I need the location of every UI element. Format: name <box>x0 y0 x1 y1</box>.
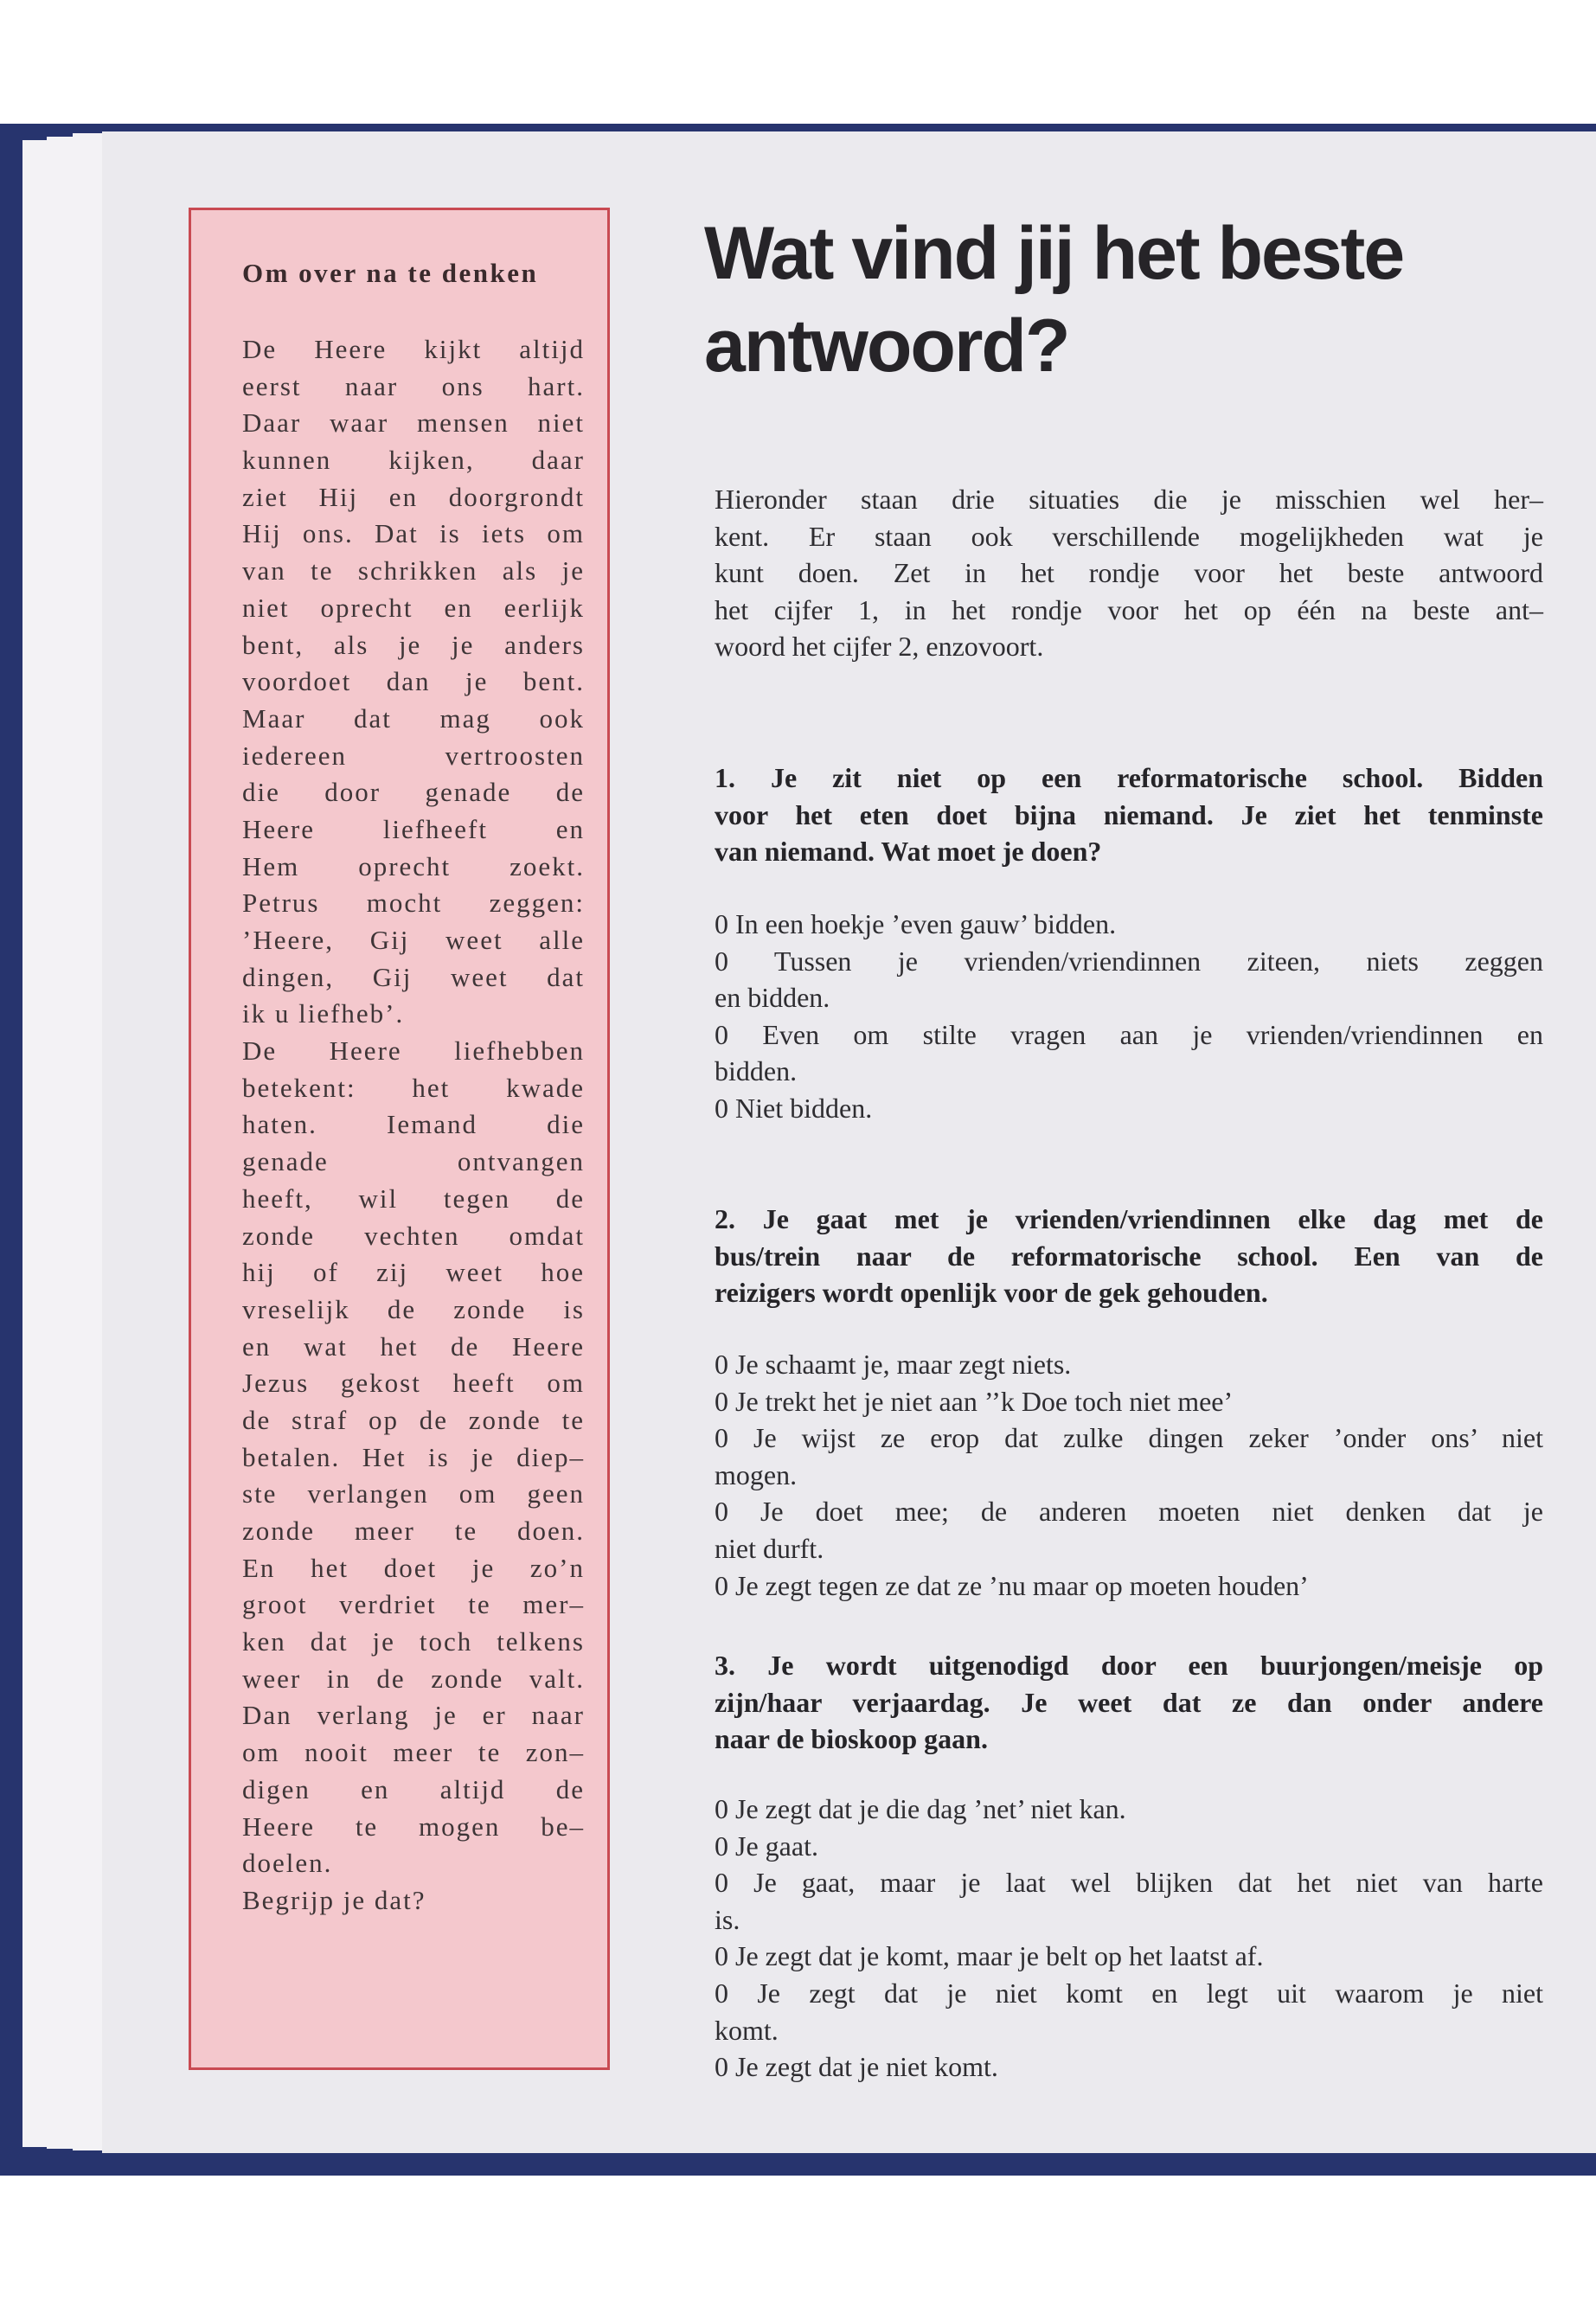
option-line: 0 Je zegt dat je die dag ’net’ niet kan. <box>715 1793 1126 1824</box>
question-line: 1. Je zit niet op een reformatorische school. Bidden <box>715 762 1543 793</box>
answer-option[interactable] <box>715 1864 1543 1938</box>
option-line: 0 In een hoekje ’even gauw’ bidden. <box>715 908 1117 939</box>
question-line: voor het eten doet bijna niemand. Je ziet het tenminste <box>715 798 1543 830</box>
reflection-line: betalen. Het is je diep– <box>242 1441 585 1472</box>
reflection-line: weer in de zonde valt. <box>242 1663 585 1694</box>
reflection-line: genade ontvangen <box>242 1146 585 1177</box>
reflection-line: Petrus mocht zeggen: <box>242 888 585 919</box>
reflection-line: groot verdriet te mer– <box>242 1589 585 1620</box>
option-line: 0 Je zegt dat je niet komt en legt uit waarom je niet <box>715 1977 1543 2009</box>
intro-line: kunt doen. Zet in het rondje voor het beste antwoord <box>715 557 1543 589</box>
option-line: bidden. <box>715 1055 798 1087</box>
option-line: 0 Je zegt dat je niet komt. <box>715 2051 998 2083</box>
answer-option[interactable] <box>715 1828 1543 1865</box>
reflection-heading: Om over na te denken <box>242 258 539 288</box>
reflection-line: zonde vechten omdat <box>242 1220 585 1251</box>
answer-option[interactable] <box>715 1090 1543 1127</box>
reflection-line: Daar waar mensen niet <box>242 407 585 439</box>
answer-option[interactable] <box>715 1938 1543 1975</box>
reflection-line: die door genade de <box>242 777 585 808</box>
option-line: 0 Je schaamt je, maar zegt niets. <box>715 1349 1072 1380</box>
title-line: Wat vind jij het beste <box>704 212 1404 295</box>
reflection-line: niet oprecht en eerlijk <box>242 592 585 623</box>
reflection-line: de straf op de zonde te <box>242 1404 585 1435</box>
question-line: naar de bioskoop gaan. <box>715 1723 988 1755</box>
option-line: niet durft. <box>715 1532 824 1564</box>
answer-option[interactable] <box>715 1975 1543 2048</box>
reflection-line: hij of zij weet hoe <box>242 1257 585 1288</box>
question-line: zijn/haar verjaardag. Je weet dat ze dan onder andere <box>715 1686 1543 1718</box>
reflection-line: En het doet je zo’n <box>242 1552 585 1583</box>
intro-line: Hieronder staan drie situaties die je misschien wel her– <box>715 484 1543 515</box>
reflection-line: Heere te mogen be– <box>242 1811 585 1842</box>
reflection-line: ste verlangen om geen <box>242 1478 585 1509</box>
option-line: 0 Je gaat. <box>715 1830 818 1862</box>
answer-option[interactable] <box>715 1016 1543 1090</box>
intro-line: woord het cijfer 2, enzovoort. <box>715 631 1044 663</box>
option-line: 0 Tussen je vrienden/vriendinnen ziteen, niets zeggen <box>715 945 1543 977</box>
answer-option[interactable] <box>715 906 1543 943</box>
reflection-line: ’Heere, Gij weet alle <box>242 925 585 955</box>
reflection-line: kunnen kijken, daar <box>242 445 585 476</box>
page-title <box>704 208 1403 393</box>
option-line: mogen. <box>715 1458 798 1490</box>
reflection-line: De Heere liefhebben <box>242 1035 585 1067</box>
reflection-line: ziet Hij en doorgrondt <box>242 481 585 512</box>
question-3-options <box>715 1791 1543 2086</box>
reflection-line: Begrijp je dat? <box>242 1884 426 1915</box>
question-3 <box>715 1647 1543 1758</box>
reflection-line: Heere liefheeft en <box>242 813 585 844</box>
reflection-line: iedereen vertroosten <box>242 740 585 771</box>
question-line: bus/trein naar de reformatorische school. Een van de <box>715 1240 1543 1272</box>
answer-option[interactable] <box>715 943 1543 1016</box>
answer-option[interactable] <box>715 1791 1543 1828</box>
option-line: is. <box>715 1903 740 1935</box>
intro-line: het cijfer 1, in het rondje voor het op één na beste ant– <box>715 593 1543 625</box>
reflection-line: zonde meer te doen. <box>242 1516 585 1546</box>
reflection-line: voordoet dan je bent. <box>242 666 585 697</box>
question-line: reizigers wordt openlijk voor de gek gehouden. <box>715 1277 1268 1309</box>
answer-option[interactable] <box>715 1346 1543 1383</box>
option-line: 0 Even om stilte vragen aan je vrienden/vriendinnen en <box>715 1018 1543 1050</box>
option-line: en bidden. <box>715 982 830 1014</box>
question-1 <box>715 760 1543 870</box>
reflection-line: heeft, wil tegen de <box>242 1183 585 1214</box>
reflection-line: betekent: het kwade <box>242 1072 585 1103</box>
title-line: antwoord? <box>704 304 1069 388</box>
option-line: 0 Je zegt tegen ze dat ze ’nu maar op moeten houden’ <box>715 1569 1309 1601</box>
reflection-line: Hem oprecht zoekt. <box>242 850 585 881</box>
reflection-line: digen en altijd de <box>242 1773 585 1804</box>
reflection-line: bent, als je je anders <box>242 629 585 660</box>
reflection-line: haten. Iemand die <box>242 1109 585 1140</box>
reflection-line: ik u liefheb’. <box>242 998 405 1029</box>
question-2-options <box>715 1346 1543 1604</box>
question-line: 2. Je gaat met je vrienden/vriendinnen elke dag met de <box>715 1203 1543 1234</box>
question-2 <box>715 1201 1543 1311</box>
question-line: 3. Je wordt uitgenodigd door een buurjongen/meisje op <box>715 1650 1543 1681</box>
reflection-line: Jezus gekost heeft om <box>242 1368 585 1399</box>
reflection-line: De Heere kijkt altijd <box>242 334 585 364</box>
reflection-line: doelen. <box>242 1848 333 1879</box>
reflection-text <box>242 331 585 1920</box>
reflection-line: dingen, Gij weet dat <box>242 961 585 992</box>
answer-option[interactable] <box>715 1567 1543 1605</box>
reflection-line: van te schrikken als je <box>242 555 585 586</box>
option-line: 0 Niet bidden. <box>715 1092 873 1124</box>
option-line: 0 Je zegt dat je komt, maar je belt op het laatst af. <box>715 1940 1264 1972</box>
answer-option[interactable] <box>715 1420 1543 1493</box>
option-line: 0 Je gaat, maar je laat wel blijken dat het niet van harte <box>715 1867 1543 1899</box>
answer-option[interactable] <box>715 1383 1543 1420</box>
reflection-line: Hij ons. Dat is iets om <box>242 518 585 549</box>
reflection-line: eerst naar ons hart. <box>242 370 585 401</box>
option-line: 0 Je wijst ze erop dat zulke dingen zeker ’onder ons’ niet <box>715 1422 1543 1454</box>
reflection-line: om nooit meer te zon– <box>242 1737 585 1768</box>
reflection-line: Dan verlang je er naar <box>242 1700 585 1731</box>
reflection-line: vreselijk de zonde is <box>242 1293 585 1324</box>
reflection-line: Maar dat mag ook <box>242 702 585 734</box>
option-line: 0 Je trekt het je niet aan ’’k Doe toch niet mee’ <box>715 1385 1234 1417</box>
intro-paragraph <box>715 481 1543 665</box>
intro-line: kent. Er staan ook verschillende mogelijkheden wat je <box>715 520 1543 552</box>
reflection-line: ken dat je toch telkens <box>242 1626 585 1657</box>
reflection-line: en wat het de Heere <box>242 1330 585 1362</box>
question-line: van niemand. Wat moet je doen? <box>715 836 1102 868</box>
option-line: komt. <box>715 2014 779 2046</box>
answer-option[interactable] <box>715 2048 1543 2086</box>
answer-option[interactable] <box>715 1493 1543 1567</box>
option-line: 0 Je doet mee; de anderen moeten niet denken dat je <box>715 1496 1543 1528</box>
question-1-options <box>715 906 1543 1127</box>
